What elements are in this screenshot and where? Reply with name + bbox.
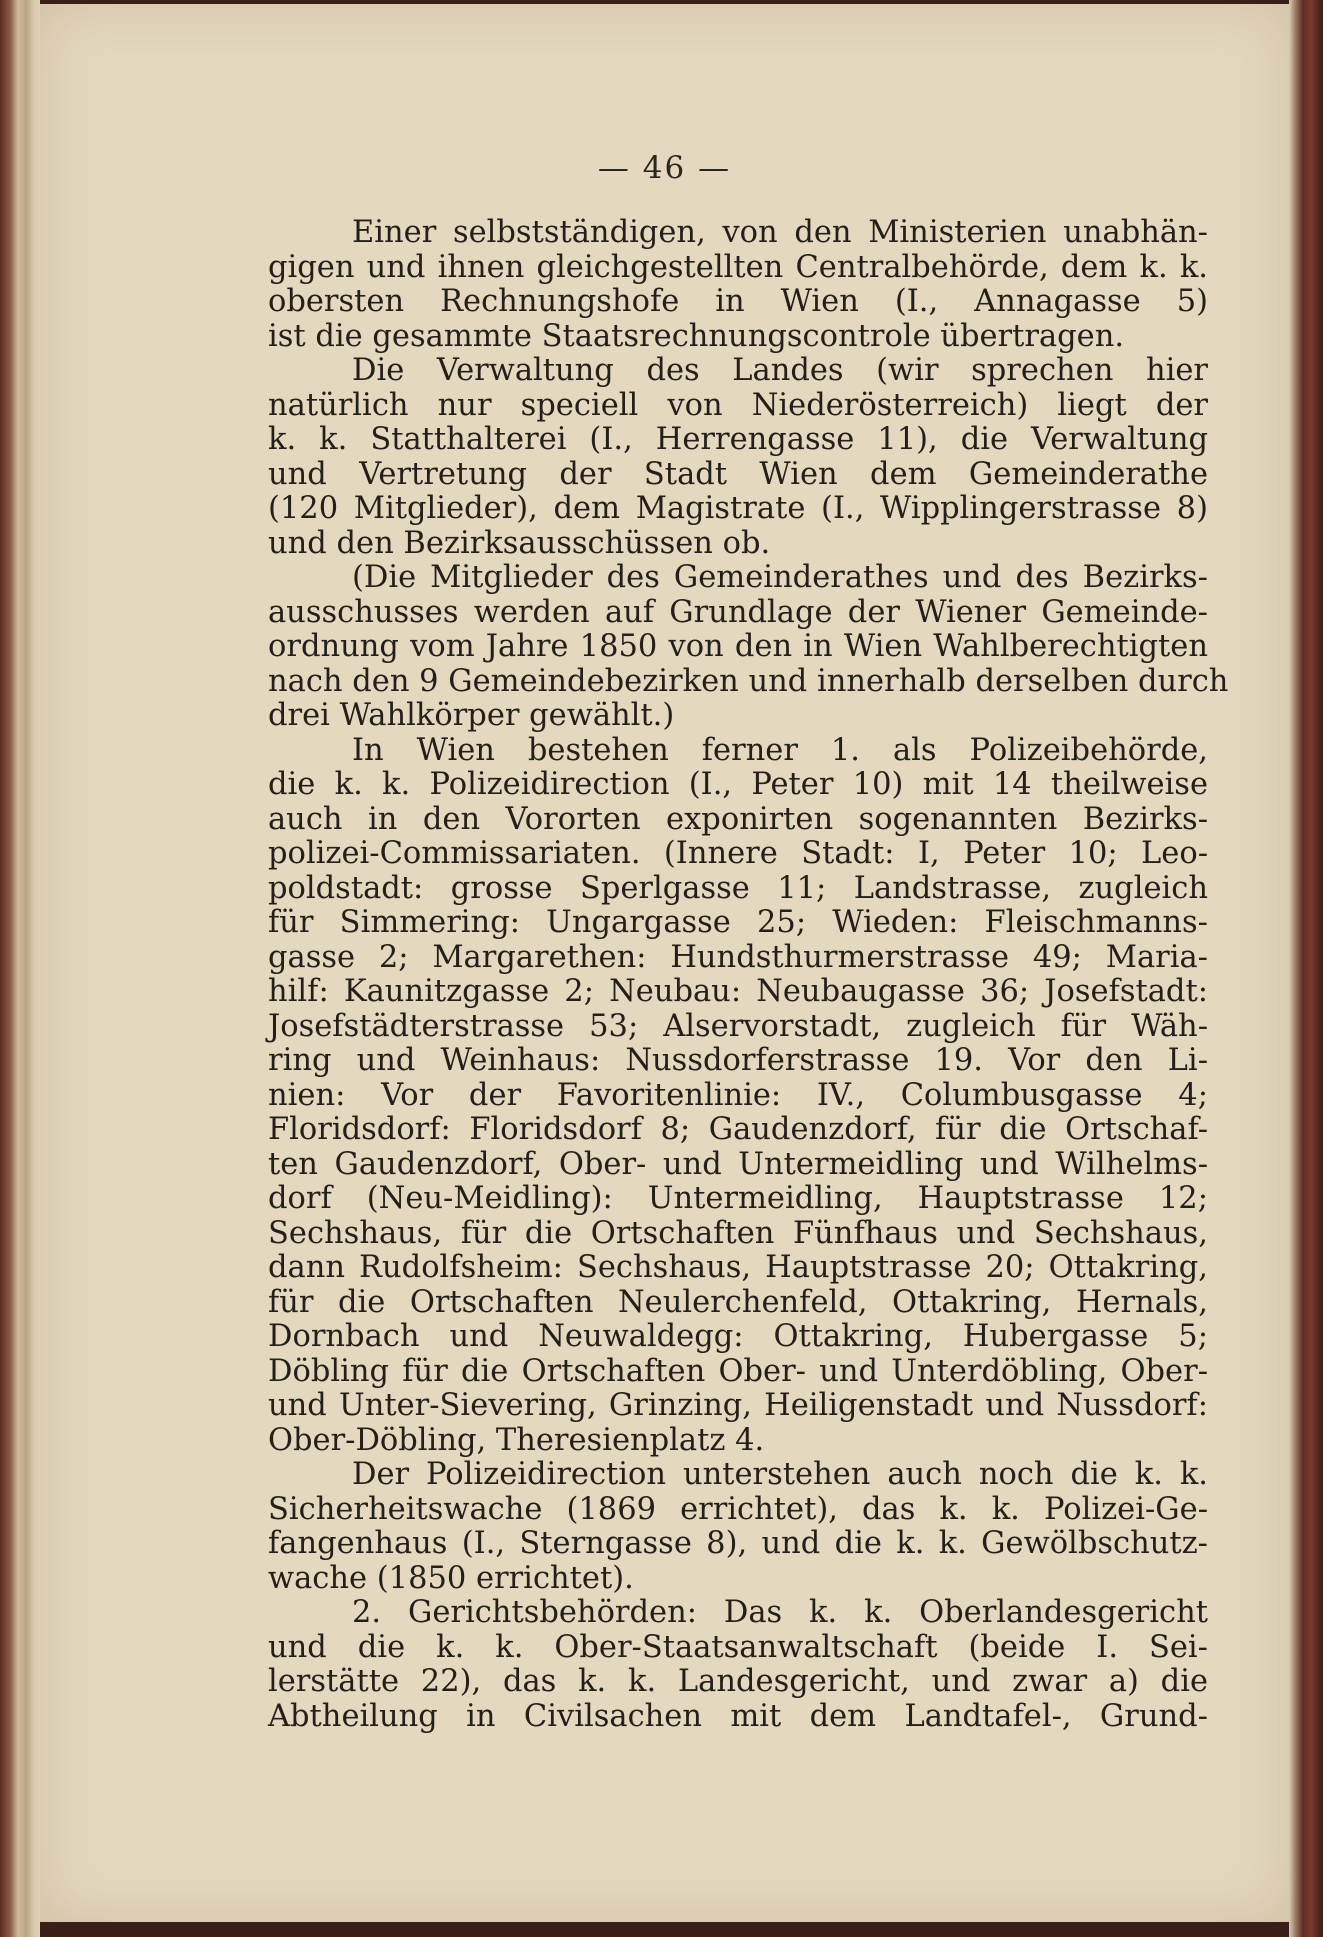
text-line: Dornbach und Neuwaldegg: Ottakring, Hubergasse 5; xyxy=(268,1319,1208,1354)
text-line: die k. k. Polizeidirection (I., Peter 10) mit 14 theilweise xyxy=(268,767,1208,802)
text-line: und Unter-Sievering, Grinzing, Heiligenstadt und Nussdorf: xyxy=(268,1388,1208,1423)
text-line: Einer selbstständigen, von den Ministerien unabhän- xyxy=(352,215,1208,250)
book-binding-right xyxy=(1289,0,1323,1937)
page-number: — 46 — xyxy=(597,150,732,186)
text-line: In Wien bestehen ferner 1. als Polizeibehörde, xyxy=(352,732,1208,768)
text-line: 2. Gerichtsbehörden: Das k. k. Oberlandesgericht xyxy=(352,1595,1208,1630)
text-line: Josefstädterstrasse 53; Alservorstadt, zugleich für Wäh- xyxy=(268,1008,1208,1044)
text-line: (120 Mitglieder), dem Magistrate (I., Wipplingerstrasse 8) xyxy=(268,491,1208,526)
text-line: auch in den Vororten exponirten sogenannten Bezirks- xyxy=(268,801,1208,837)
body-text xyxy=(268,215,1229,1734)
text-line: Döbling für die Ortschaften Ober- und Unterdöbling, Ober- xyxy=(268,1353,1208,1389)
text-line: wache (1850 errichtet). xyxy=(268,1560,634,1596)
text-line: ordnung vom Jahre 1850 von den in Wien Wahlberechtigten xyxy=(268,629,1208,664)
text-line: und den Bezirksausschüssen ob. xyxy=(268,525,771,561)
text-line: Floridsdorf: Floridsdorf 8; Gaudenzdorf, für die Ortschaf- xyxy=(268,1112,1208,1147)
text-line: und Vertretung der Stadt Wien dem Gemeinderathe xyxy=(268,456,1208,492)
text-line: ist die gesammte Staatsrechnungscontrole übertragen. xyxy=(268,318,1125,354)
text-line: Sechshaus, für die Ortschaften Fünfhaus und Sechshaus, xyxy=(268,1215,1208,1251)
text-line: Der Polizeidirection unterstehen auch noch die k. k. xyxy=(352,1457,1208,1492)
text-line: drei Wahlkörper gewählt.) xyxy=(268,698,675,733)
text-line: polizei-Commissariaten. (Innere Stadt: I, Peter 10; Leo- xyxy=(268,836,1208,871)
text-line: hilf: Kaunitzgasse 2; Neubau: Neubaugasse 36; Josefstadt: xyxy=(268,974,1208,1009)
text-line: nach den 9 Gemeindebezirken und innerhalb derselben durch xyxy=(268,663,1229,699)
text-line: fangenhaus (I., Sterngasse 8), und die k. k. Gewölbschutz- xyxy=(268,1526,1208,1561)
text-line: für Simmering: Ungargasse 25; Wieden: Fleischmanns- xyxy=(268,905,1208,940)
text-line: k. k. Statthalterei (I., Herrengasse 11), die Verwaltung xyxy=(268,422,1208,457)
text-line: Abtheilung in Civilsachen mit dem Landtafel-, Grund- xyxy=(268,1698,1208,1734)
text-line: (Die Mitglieder des Gemeinderathes und des Bezirks- xyxy=(352,560,1208,595)
text-line: natürlich nur speciell von Niederösterreich) liegt der xyxy=(268,387,1208,423)
text-line: und die k. k. Ober-Staatsanwaltschaft (beide I. Sei- xyxy=(268,1629,1208,1665)
text-line: poldstadt: grosse Sperlgasse 11; Landstrasse, zugleich xyxy=(268,870,1208,906)
text-line: gigen und ihnen gleichgestellten Centralbehörde, dem k. k. xyxy=(268,249,1208,285)
text-line: Die Verwaltung des Landes (wir sprechen hier xyxy=(352,353,1208,388)
text-line: ausschusses werden auf Grundlage der Wiener Gemeinde- xyxy=(268,594,1208,630)
text-line: für die Ortschaften Neulerchenfeld, Ottakring, Hernals, xyxy=(268,1284,1208,1320)
text-line: ten Gaudenzdorf, Ober- und Untermeidling und Wilhelms- xyxy=(268,1146,1208,1182)
text-line: lerstätte 22), das k. k. Landesgericht, und zwar a) die xyxy=(268,1664,1208,1699)
text-line: Ober-Döbling, Theresienplatz 4. xyxy=(268,1422,765,1458)
text-line: obersten Rechnungshofe in Wien (I., Annagasse 5) xyxy=(268,284,1208,319)
text-line: ring und Weinhaus: Nussdorferstrasse 19. Vor den Li- xyxy=(268,1043,1208,1078)
text-line: dorf (Neu-Meidling): Untermeidling, Hauptstrasse 12; xyxy=(268,1181,1208,1216)
text-line: nien: Vor der Favoritenlinie: IV., Columbusgasse 4; xyxy=(268,1077,1208,1113)
book-binding-left xyxy=(0,0,40,1937)
text-line: gasse 2; Margarethen: Hundsthurmerstrasse 49; Maria- xyxy=(268,939,1208,975)
text-line: Sicherheitswache (1869 errichtet), das k. k. Polizei-Ge- xyxy=(268,1491,1208,1527)
text-line: dann Rudolfsheim: Sechshaus, Hauptstrasse 20; Ottakring, xyxy=(268,1250,1208,1285)
